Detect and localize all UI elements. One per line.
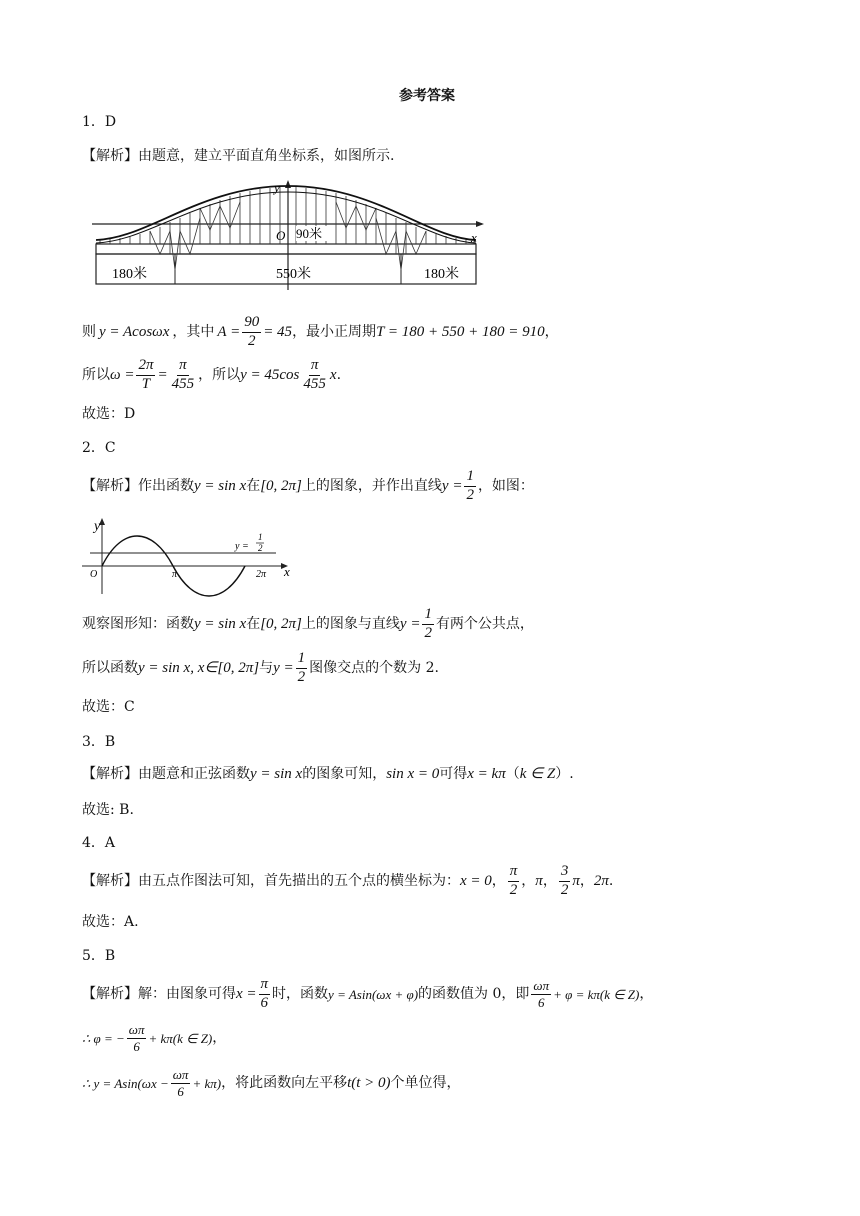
bridge-x-label: x — [471, 230, 477, 245]
q5-text: 个单位得， — [390, 1075, 461, 1091]
q3-choose: 故选: B. — [82, 802, 134, 818]
sine-figure — [80, 516, 295, 598]
q5-formula: t — [347, 1074, 352, 1091]
q5-text: 【解析】解：由图象可得 — [82, 986, 236, 1002]
q2-text: 所以函数 — [82, 660, 138, 676]
q5-fraction: $\frac{\omega\pi}{6}$ — [128, 1021, 145, 1054]
q2-text: 上的图象与直线 — [301, 616, 400, 632]
q4-text: ， — [579, 873, 594, 889]
q5-text: ， — [639, 986, 654, 1002]
q5-formula: + φ = kπ(k ∈ Z) — [553, 986, 640, 1002]
page-title: 参考答案 — [399, 88, 455, 104]
q4-analysis — [82, 861, 613, 901]
q5-analysis — [82, 974, 653, 1014]
q2-choose: 故选：C — [82, 699, 135, 715]
q3-analysis — [82, 762, 574, 786]
q1-formula: = — [157, 366, 168, 383]
q4-formula: x = 0 — [460, 872, 492, 889]
q4-choose: 故选：A. — [82, 914, 139, 930]
q4-fraction: $\frac{\pi}{2}$ — [509, 862, 518, 898]
q5-phi-line — [82, 1020, 226, 1056]
q4-text: . — [608, 873, 614, 889]
q1-formula: x — [329, 366, 337, 383]
q2-formula: y = sin x — [194, 615, 247, 632]
q5-formula: x = — [236, 985, 257, 1002]
q1-fraction: $\frac{2\pi}{T}$ — [138, 356, 154, 392]
q1-text: ，所以 — [198, 367, 241, 383]
q1-answer: 1．D — [82, 114, 117, 130]
q2-text: ，如图： — [477, 478, 534, 494]
q5-text: ，将此函数向左平移 — [221, 1075, 348, 1091]
q4-formula: 2π — [593, 872, 609, 889]
q1-line2 — [82, 355, 341, 395]
q2-fraction: $\frac{1}{2}$ — [466, 467, 474, 503]
q1-text: ，最小正周期 — [292, 324, 377, 340]
q2-fraction: $\frac{1}{2}$ — [424, 605, 432, 641]
q2-observe — [82, 604, 534, 644]
q1-formula: A = — [217, 323, 241, 340]
q1-formula: ω = — [110, 366, 135, 383]
q3-text: 可得 — [439, 766, 468, 782]
q3-text: ）. — [555, 766, 574, 782]
q2-formula: y = — [441, 477, 463, 494]
q1-text: . — [336, 367, 342, 383]
q2-text: 在 — [246, 478, 261, 494]
q1-text: ，其中 — [172, 324, 215, 340]
q5-fraction: $\frac{\omega\pi}{6}$ — [533, 977, 550, 1010]
sine-line-label: y = — [235, 541, 249, 552]
sine-y-label: y — [94, 519, 101, 534]
q5-text: ， — [212, 1030, 227, 1046]
q2-text: 上的图象，并作出直线 — [301, 478, 442, 494]
q5-formula: + kπ(k ∈ Z) — [148, 1030, 213, 1046]
q4-text: ， — [521, 873, 536, 889]
q2-text: 图像交点的个数为 2. — [309, 660, 439, 676]
q2-formula: y = — [273, 659, 294, 676]
q3-text: 的图象可知， — [302, 766, 387, 782]
bridge-mid-label: 550米 — [276, 267, 311, 282]
sine-2pi-label: 2π — [256, 569, 267, 580]
q2-answer: 2．C — [82, 440, 116, 456]
q5-formula: ∴ φ = − — [82, 1030, 125, 1046]
q4-text: ， — [542, 873, 557, 889]
q4-formula: π — [572, 872, 580, 889]
q1-text: 所以 — [82, 367, 110, 383]
q5-formula: + kπ) — [192, 1075, 222, 1091]
q2-analysis — [82, 466, 534, 506]
sine-pi-label: π — [172, 569, 178, 580]
sine-origin-label: O — [90, 569, 98, 580]
q3-formula: y = sin x — [250, 765, 303, 782]
q4-answer: 4．A — [82, 835, 116, 851]
q5-fraction: $\frac{\omega\pi}{6}$ — [172, 1066, 189, 1099]
q3-formula: k ∈ Z — [519, 765, 556, 782]
sine-line-denominator: 2 — [258, 543, 263, 553]
q2-formula: [0, 2π] — [260, 477, 302, 494]
q3-formula: x = kπ — [467, 765, 506, 782]
q5-text: 的函数值为 0，即 — [418, 986, 530, 1002]
q3-answer: 3．B — [82, 734, 116, 750]
q1-formula: T = 180 + 550 + 180 = 910 — [376, 323, 545, 340]
bridge-y-label: y — [274, 180, 280, 195]
q3-formula: sin x = 0 — [386, 765, 440, 782]
q2-formula: y = — [399, 615, 421, 632]
q2-text: 与 — [259, 660, 274, 676]
q1-line1 — [82, 312, 559, 352]
bridge-origin-label: O — [276, 228, 286, 243]
q1-choose: 故选：D — [82, 406, 136, 422]
q2-formula: y = sin x — [194, 477, 247, 494]
q3-text: 【解析】由题意和正弦函数 — [82, 766, 250, 782]
q1-formula: = 45 — [263, 323, 293, 340]
q5-answer: 5．B — [82, 948, 116, 964]
bridge-figure — [90, 178, 490, 296]
q2-formula: [0, 2π] — [260, 615, 302, 632]
q1-text: ， — [544, 324, 559, 340]
bridge-left-label: 180米 — [112, 267, 147, 282]
q3-text: （ — [505, 766, 520, 782]
q2-text: 【解析】作出函数 — [82, 478, 194, 494]
q2-text: 在 — [246, 616, 261, 632]
q5-formula: y = Asin(ωx + φ) — [328, 986, 419, 1002]
q1-text: 则 — [82, 324, 96, 340]
q4-text: 【解析】由五点作图法可知，首先描出的五个点的横坐标为： — [82, 873, 460, 889]
q1-fraction: $\frac{\pi}{455}$ — [171, 356, 195, 392]
bridge-right-label: 180米 — [424, 267, 459, 282]
bridge-height-label: 90米 — [296, 226, 323, 241]
q4-text: ， — [491, 873, 506, 889]
q5-fraction: $\frac{\pi}{6}$ — [260, 975, 269, 1011]
q1-fraction: $\frac{90}{2}$ — [244, 313, 260, 349]
q2-fraction: $\frac{1}{2}$ — [297, 649, 306, 685]
q5-shift-line — [82, 1065, 461, 1101]
q5-formula: (t > 0) — [351, 1074, 391, 1091]
q1-formula: y = 45cos — [240, 366, 300, 383]
q5-formula: ∴ y = Asin(ωx − — [82, 1075, 169, 1091]
q5-text: 时，函数 — [272, 986, 329, 1002]
q1-formula: y = Acosωx — [99, 323, 170, 340]
sine-x-label: x — [284, 564, 290, 579]
q1-analysis: 【解析】由题意，建立平面直角坐标系，如图所示. — [82, 148, 395, 164]
q2-text: 有两个公共点， — [435, 616, 534, 632]
q2-conclusion — [82, 648, 439, 688]
q4-formula: π — [535, 872, 543, 889]
q2-formula: y = sin x, x∈[0, 2π] — [138, 659, 260, 676]
q1-fraction: $\frac{\pi}{455}$ — [303, 356, 326, 392]
q4-fraction: $\frac{3}{2}$ — [560, 862, 569, 898]
sine-line-numerator: 1 — [258, 532, 263, 542]
q2-text: 观察图形知：函数 — [82, 616, 194, 632]
